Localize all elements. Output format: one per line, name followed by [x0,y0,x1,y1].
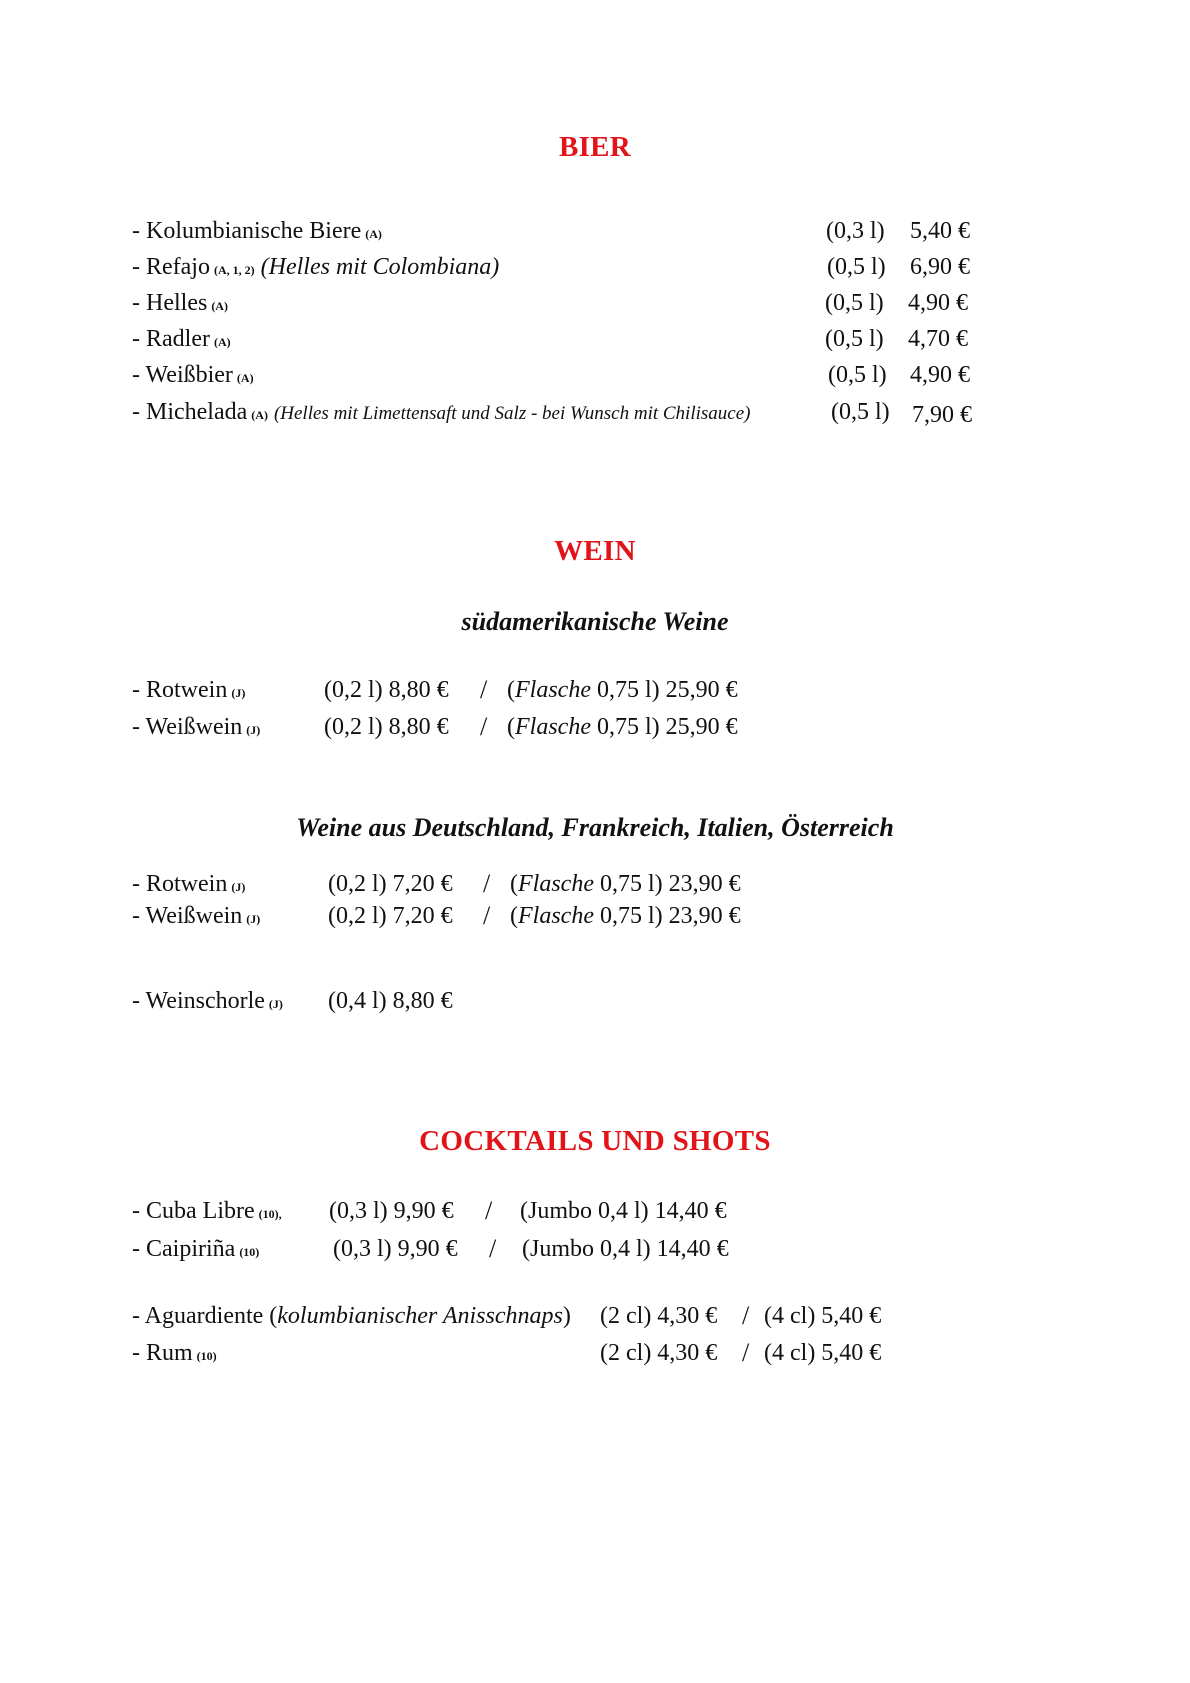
item-name: - Caipiriña [132,1236,236,1262]
separator: / [483,869,491,898]
separator: / [480,712,488,741]
shot-4cl-price: (4 cl) 5,40 € [764,1340,882,1366]
allergen-code: (10) [196,1349,217,1363]
item-note: kolumbianischer Anisschnaps [277,1303,563,1329]
allergen-code: (10), [258,1207,282,1221]
separator: / [485,1196,493,1225]
item-price: 7,90 € [912,402,972,428]
item-name: - Kolumbianische Biere [132,218,362,244]
item-price: 5,40 € [910,218,970,244]
small-price: (0,3 l) 9,90 € [329,1198,454,1224]
wein-subheading-suedamerika: südamerikanische Weine [461,607,729,636]
item-price: 4,90 € [908,290,968,316]
jumbo-price: (Jumbo 0,4 l) 14,40 € [520,1198,727,1224]
item-volume: (0,5 l) [828,362,887,388]
item-name: - Weinschorle [132,988,265,1014]
wein-subheading-europa: Weine aus Deutschland, Frankreich, Italien, Österreich [296,813,894,842]
glass-price: (0,4 l) 8,80 € [328,988,453,1014]
item-name: - Radler [132,326,210,352]
bottle-price: (Flasche 0,75 l) 23,90 € [510,903,741,929]
item-name: - Rotwein [132,677,228,703]
item-note: (Helles mit Colombiana) [260,254,500,280]
item-volume: (0,5 l) [827,254,886,280]
glass-price: (0,2 l) 7,20 € [328,871,453,897]
allergen-code: (J) [268,997,283,1011]
cocktails-heading: COCKTAILS UND SHOTS [419,1125,771,1157]
item-name: - Weißwein [132,903,243,929]
allergen-code: (J) [246,723,261,737]
allergen-code: (A) [211,299,228,313]
separator: / [742,1301,750,1330]
allergen-code: (A) [365,227,382,241]
allergen-code: (A, 1, 2) [213,263,255,277]
item-price: 4,70 € [908,326,968,352]
shot-2cl-price: (2 cl) 4,30 € [600,1340,718,1366]
item-name: - Refajo [132,254,210,280]
item-name: - Weißwein [132,714,243,740]
bottle-price: (Flasche 0,75 l) 23,90 € [510,871,741,897]
glass-price: (0,2 l) 8,80 € [324,677,449,703]
item-name: - Aguardiente ( [132,1303,278,1329]
allergen-code: (A) [213,335,231,349]
glass-price: (0,2 l) 8,80 € [324,714,449,740]
item-name: - Rum [132,1340,193,1366]
item-name: - Rotwein [132,871,228,897]
allergen-code: (A) [251,408,268,422]
allergen-code: (J) [231,686,246,700]
shot-2cl-price: (2 cl) 4,30 € [600,1303,718,1329]
item-volume: (0,5 l) [825,326,884,352]
item-volume: (0,5 l) [825,290,884,316]
item-name: - Cuba Libre [132,1198,255,1224]
allergen-code: (A) [236,371,254,385]
separator: / [480,675,488,704]
allergen-code: (10) [239,1245,260,1259]
bottle-price: (Flasche 0,75 l) 25,90 € [507,677,738,703]
item-volume: (0,3 l) [826,218,885,244]
allergen-code: (J) [246,912,261,926]
item-name: - Helles [132,290,208,316]
small-price: (0,3 l) 9,90 € [333,1236,458,1262]
item-name: - Weißbier [132,362,233,388]
item-volume: (0,5 l) [831,399,890,425]
bier-heading: BIER [558,131,632,163]
item-price: 6,90 € [910,254,970,280]
separator: / [742,1338,750,1367]
shot-4cl-price: (4 cl) 5,40 € [764,1303,882,1329]
item-note: (Helles mit Limettensaft und Salz - bei Wunsch mit Chilisauce) [273,403,751,424]
separator: / [489,1234,497,1263]
item-price: 4,90 € [910,362,970,388]
glass-price: (0,2 l) 7,20 € [328,903,453,929]
separator: / [483,901,491,930]
wein-heading: WEIN [554,535,636,567]
bottle-price: (Flasche 0,75 l) 25,90 € [507,714,738,740]
allergen-code: (J) [231,880,246,894]
jumbo-price: (Jumbo 0,4 l) 14,40 € [522,1236,729,1262]
item-name: - Michelada [132,399,248,425]
